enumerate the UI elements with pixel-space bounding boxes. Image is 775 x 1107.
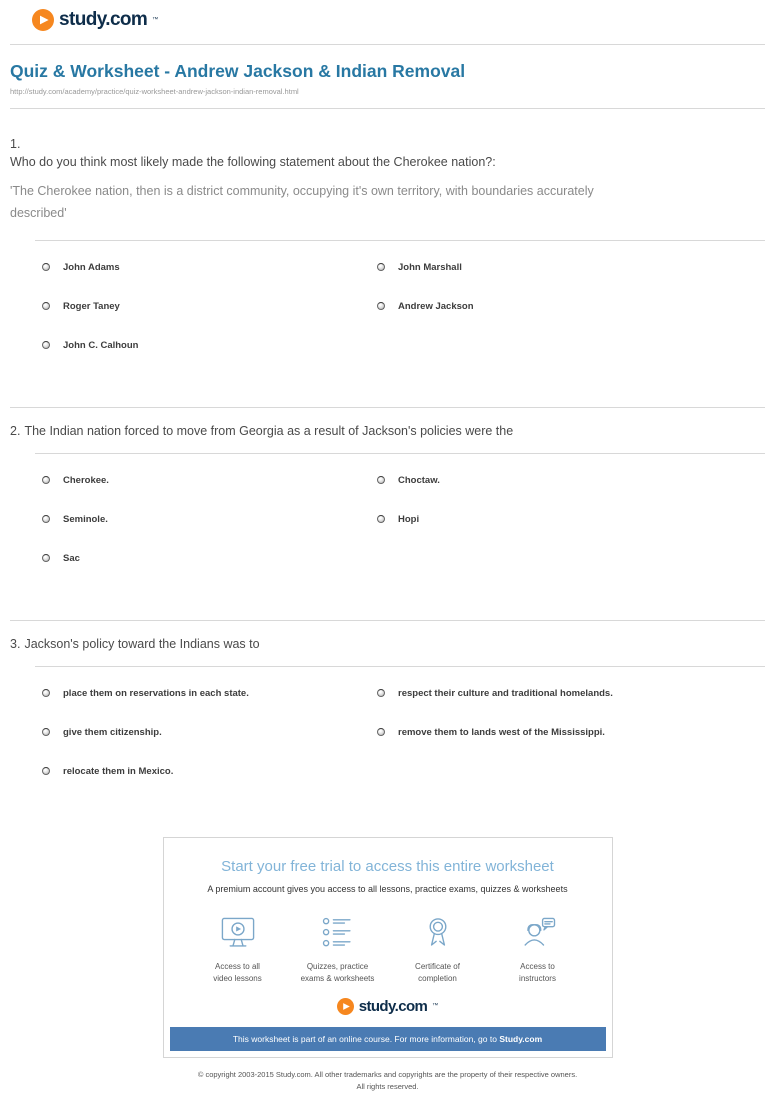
question-text: 3. Jackson's policy toward the Indians was to	[10, 636, 260, 651]
option-label: Seminole.	[63, 513, 108, 525]
radio-button[interactable]	[42, 476, 50, 484]
studycom-logo[interactable]	[32, 9, 158, 31]
site-header	[10, 0, 765, 44]
question-text: 2. The Indian nation forced to move from Georgia as a result of Jackson's policies were the	[10, 423, 514, 438]
radio-button[interactable]	[377, 515, 385, 523]
course-banner: This worksheet is part of an online course. For more information, go to Study.com	[170, 1027, 606, 1051]
option-label: respect their culture and traditional homelands.	[398, 687, 613, 699]
answer-option[interactable]	[377, 500, 765, 539]
divider	[10, 44, 765, 45]
answer-option[interactable]	[377, 287, 765, 326]
copyright-notice: © copyright 2003-2015 Study.com. All other trademarks and copyrights are the property of their respective owners. All rights reserved.	[197, 1069, 578, 1091]
feature-certificate	[390, 912, 486, 986]
answer-option[interactable]	[42, 287, 377, 326]
feature-list	[164, 912, 612, 986]
option-label: Hopi	[398, 513, 420, 525]
question-2-options	[42, 461, 765, 578]
divider	[10, 108, 765, 109]
radio-button[interactable]	[42, 302, 50, 310]
page-url: http://study.com/academy/practice/quiz-worksheet-andrew-jackson-indian-removal.html	[10, 87, 299, 96]
answer-option[interactable]	[377, 461, 765, 500]
answer-option[interactable]	[42, 713, 377, 752]
page-title: Quiz & Worksheet - Andrew Jackson & Indian Removal	[10, 61, 466, 81]
answer-option[interactable]	[377, 248, 765, 287]
answer-option[interactable]	[377, 674, 765, 713]
instructors-icon	[516, 912, 560, 956]
option-label: John Adams	[63, 261, 120, 273]
question-2	[10, 424, 765, 578]
feature-label: Access to instructors	[519, 961, 556, 984]
option-label: Cherokee.	[63, 474, 109, 486]
logo-wordmark: study.com	[59, 9, 148, 30]
divider	[35, 453, 765, 454]
trial-subtitle: A premium account gives you access to all lessons, practice exams, quizzes & worksheets	[207, 883, 568, 894]
play-logo-icon	[337, 998, 354, 1015]
divider	[35, 666, 765, 667]
radio-button[interactable]	[377, 476, 385, 484]
option-label: Sac	[63, 552, 80, 564]
question-3	[10, 637, 765, 791]
option-label: place them on reservations in each state.	[63, 687, 249, 699]
feature-label: Quizzes, practice exams & worksheets	[300, 961, 375, 984]
logo-wordmark: study.com	[358, 997, 428, 1015]
option-label: Roger Taney	[63, 300, 120, 312]
feature-instructors	[490, 912, 586, 986]
radio-button[interactable]	[42, 728, 50, 736]
option-label: Choctaw.	[398, 474, 440, 486]
question-text: Who do you think most likely made the following statement about the Cherokee nation?:	[10, 155, 496, 169]
radio-button[interactable]	[42, 263, 50, 271]
answer-option[interactable]	[42, 326, 377, 365]
divider	[35, 240, 765, 241]
free-trial-card	[163, 837, 613, 1058]
trademark-symbol: ™	[432, 1003, 439, 1010]
radio-button[interactable]	[42, 515, 50, 523]
radio-button[interactable]	[377, 689, 385, 697]
radio-button[interactable]	[377, 263, 385, 271]
answer-option[interactable]	[377, 713, 765, 752]
option-label: give them citizenship.	[63, 726, 162, 738]
radio-button[interactable]	[42, 341, 50, 349]
option-label: Andrew Jackson	[398, 300, 474, 312]
quizzes-worksheets-icon	[316, 912, 360, 956]
question-1-options	[42, 248, 765, 365]
answer-option[interactable]	[42, 674, 377, 713]
question-3-options	[42, 674, 765, 791]
radio-button[interactable]	[42, 554, 50, 562]
question-quote: 'The Cherokee nation, then is a district community, occupying it's own territory, with boundaries accurately described'	[10, 184, 594, 220]
feature-video-lessons	[190, 912, 286, 986]
question-number: 3.	[10, 636, 21, 651]
option-label: John Marshall	[398, 261, 462, 273]
radio-button[interactable]	[377, 728, 385, 736]
trademark-symbol: ™	[152, 17, 159, 23]
option-label: relocate them in Mexico.	[63, 765, 174, 777]
video-lessons-icon	[216, 912, 260, 956]
radio-button[interactable]	[377, 302, 385, 310]
question-number: 2.	[10, 423, 21, 438]
studycom-logo-footer[interactable]	[164, 998, 612, 1015]
play-logo-icon	[32, 9, 54, 31]
divider	[10, 407, 765, 408]
answer-option[interactable]	[42, 752, 377, 791]
feature-quizzes	[290, 912, 386, 986]
answer-option[interactable]	[42, 248, 377, 287]
feature-label: Certificate of completion	[415, 961, 460, 984]
question-number: 1.	[10, 137, 21, 151]
feature-label: Access to all video lessons	[213, 961, 262, 984]
radio-button[interactable]	[42, 689, 50, 697]
trial-title: Start your free trial to access this entire worksheet	[221, 857, 554, 875]
radio-button[interactable]	[42, 767, 50, 775]
option-label: remove them to lands west of the Mississippi.	[398, 726, 605, 738]
certificate-icon	[416, 912, 460, 956]
answer-option[interactable]	[42, 500, 377, 539]
banner-studycom-link[interactable]: Study.com	[499, 1033, 543, 1044]
option-label: John C. Calhoun	[63, 339, 139, 351]
answer-option[interactable]	[42, 461, 377, 500]
answer-option[interactable]	[42, 539, 377, 578]
question-1	[10, 137, 765, 365]
divider	[10, 620, 765, 621]
